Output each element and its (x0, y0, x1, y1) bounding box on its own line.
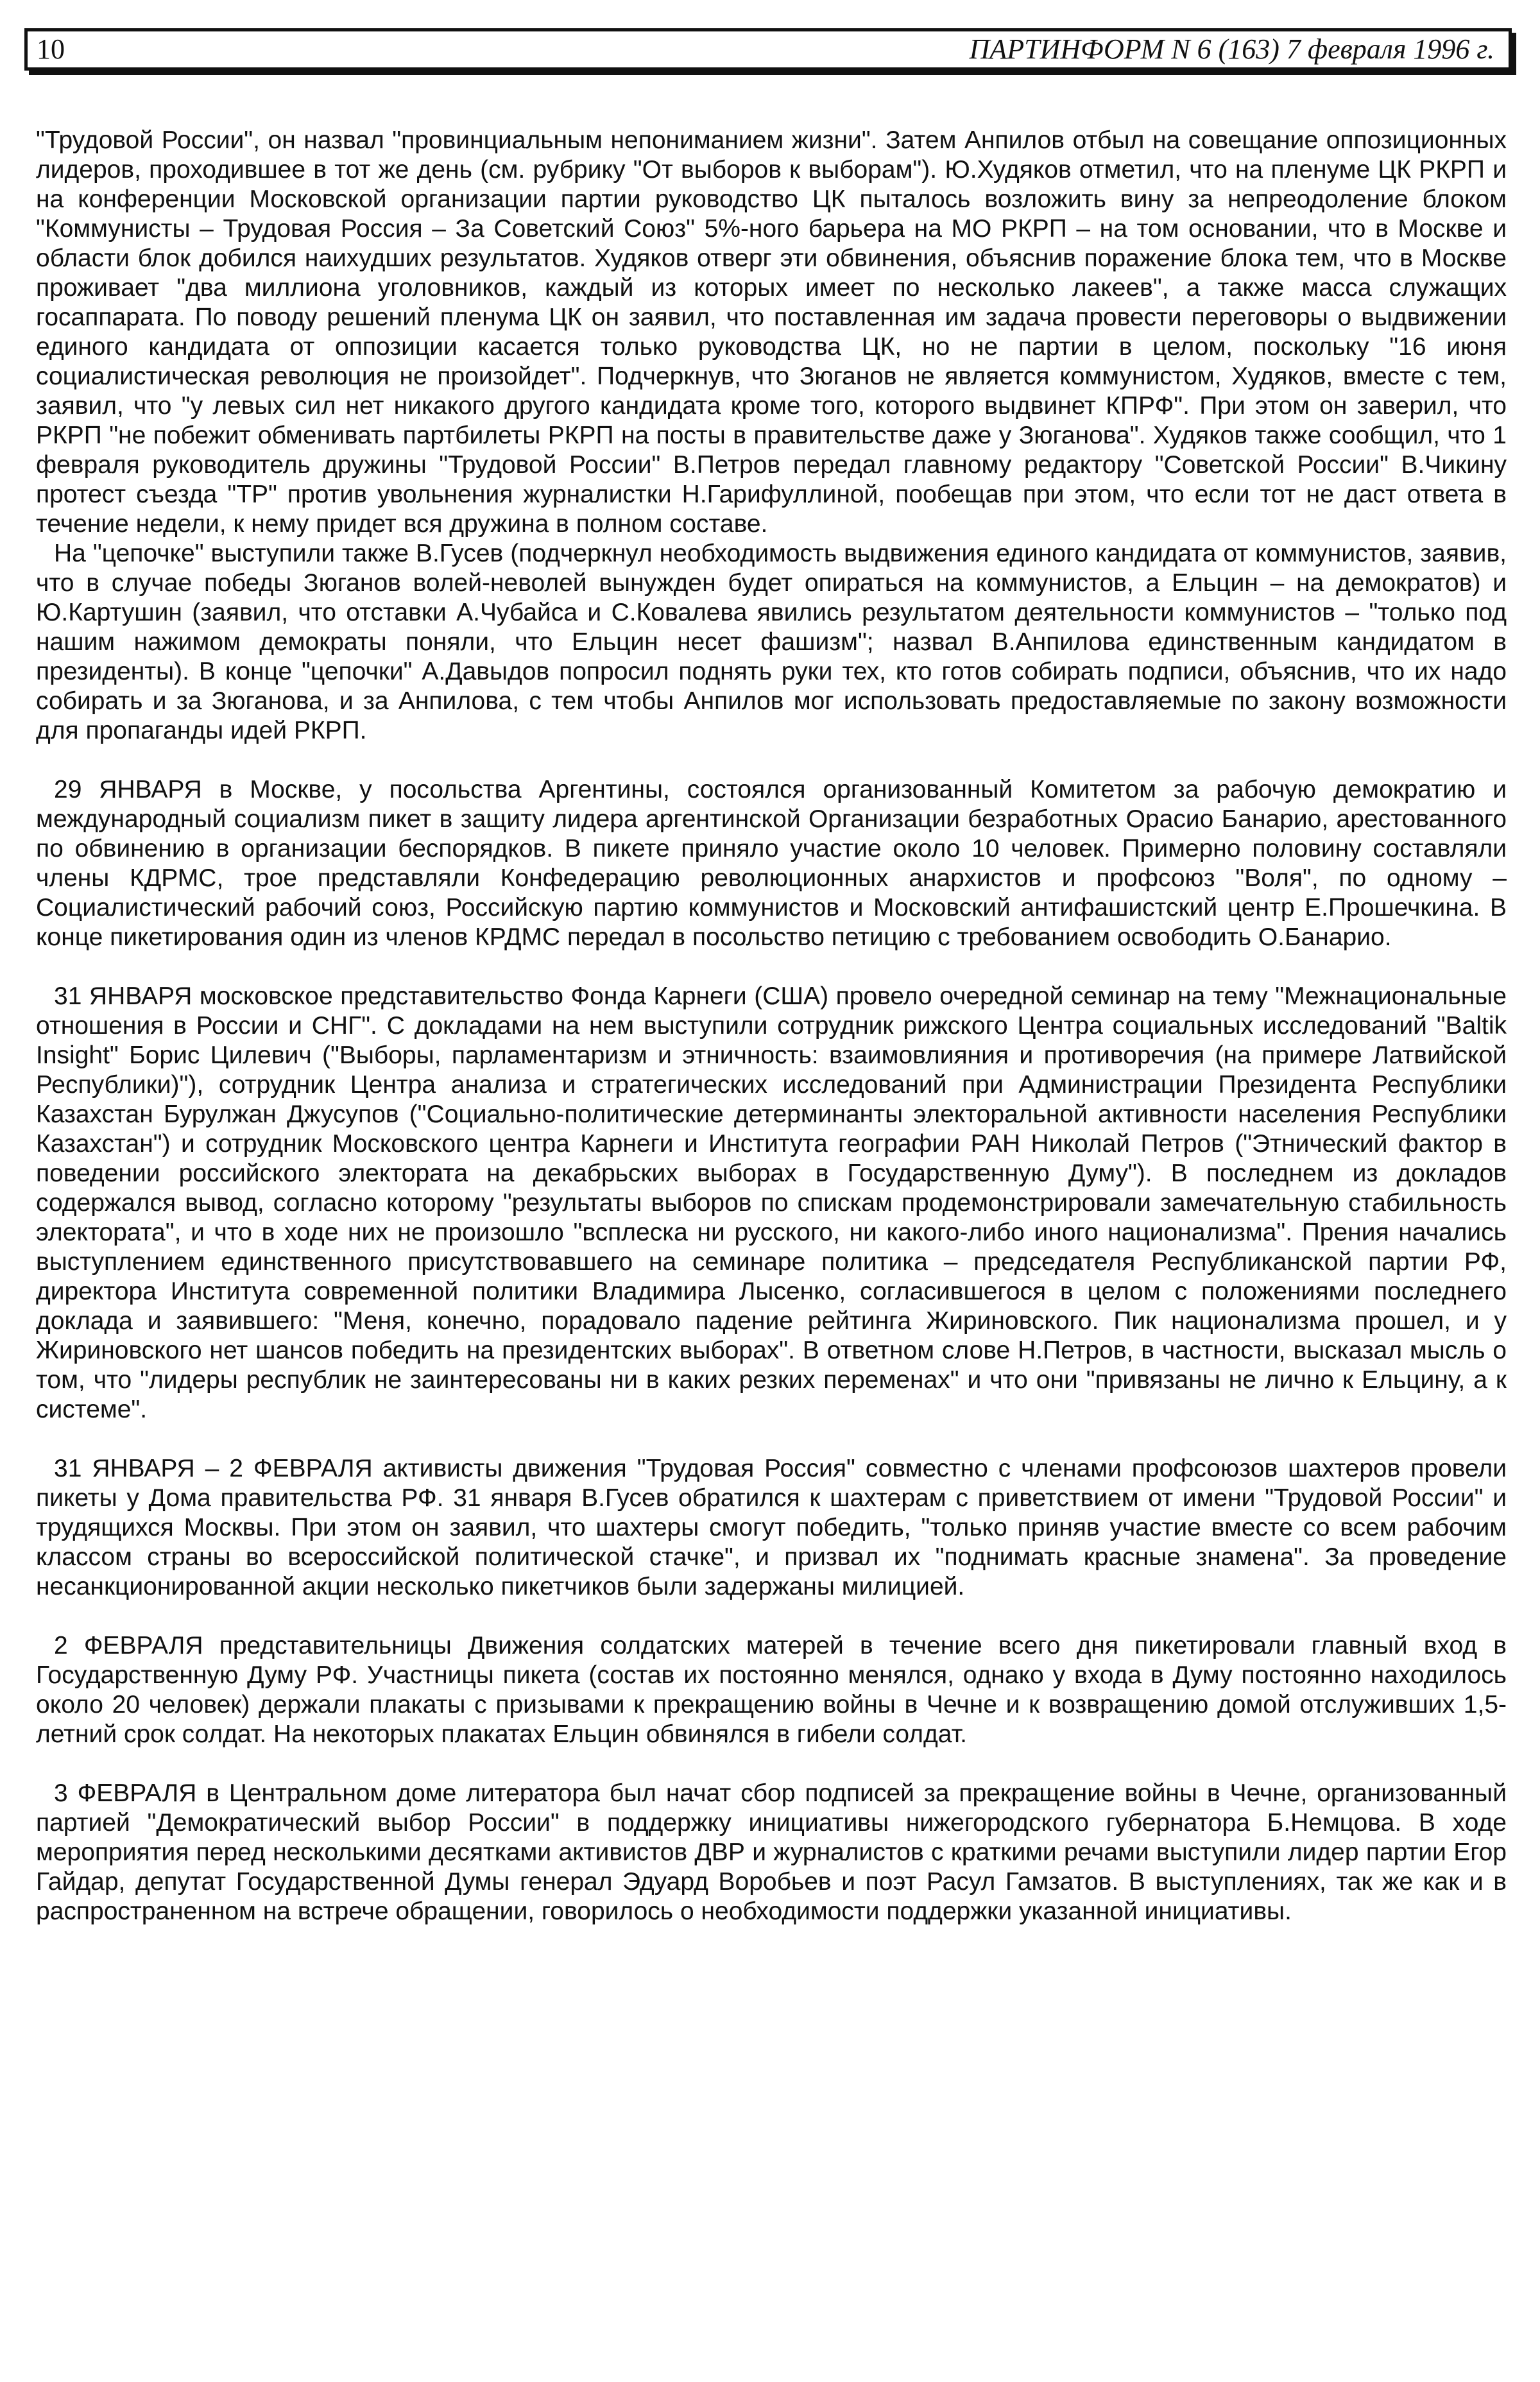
article-body (36, 126, 1507, 1926)
publication-title: ПАРТИНФОРМ N 6 (163) 7 февраля 1996 г. (969, 33, 1494, 65)
paragraph-chain-speakers: На "цепочке" выступили также В.Гусев (подчеркнул необходимость выдвижения единого кандидата от коммунистов, заявив, что в случае победы Зюганов волей-неволей вынужден будет опираться на коммунистов, а Ельцин – на демократов) и Ю.Картушин (заявил, что отставки А.Чубайса и С.Ковалева явились результатом деятельности коммунистов – "только под нашим нажимом демократы поняли, что Ельцин несет фашизм"; назвал В.Анпилова единственным кандидатом в президенты). В конце "цепочки" А.Давыдов попросил поднять руки тех, кто готов собирать подписи, объяснив, что их надо собирать и за Зюганова, и за Анпилова, с тем чтобы Анпилов мог использовать предоставляемые по закону возможности для пропаганды идей РКРП. (36, 540, 1507, 744)
paragraph-feb-3: 3 ФЕВРАЛЯ в Центральном доме литератора был начат сбор подписей за прекращение войны в Чечне, организованный партией "Демократический выбор России" в поддержку инициативы нижегородского губернатора Б.Немцова. В ходе мероприятия перед несколькими десятками активистов ДВР и журналистов с краткими речами выступили лидер партии Егор Гайдар, депутат Государственной Думы генерал Эдуард Воробьев и поэт Расул Гамзатов. В выступлениях, так же как и в распространенном на встрече обращении, говорилось о необходимости поддержки указанной инициативы. (36, 1779, 1507, 1925)
paragraph-feb-2: 2 ФЕВРАЛЯ представительницы Движения солдатских матерей в течение всего дня пикетировали главный вход в Государственную Думу РФ. Участницы пикета (состав их постоянно менялся, однако у входа в Думу постоянно находилось около 20 человек) держали плакаты с призывами к прекращению войны в Чечне и к возвращению домой отслуживших 1,5-летний срок солдат. На некоторых плакатах Ельцин обвинялся в гибели солдат. (36, 1632, 1507, 1748)
paragraph-jan-31-seminar: 31 ЯНВАРЯ московское представительство Фонда Карнеги (США) провело очередной семинар на тему "Межнациональные отношения в России и СНГ". С докладами на нем выступили сотрудник рижского Центра социальных исследований "Baltik Insight" Борис Цилевич ("Выборы, парламентаризм и этничность: взаимовлияния и противоречия (на примере Латвийской Республики)"), сотрудник Центра анализа и стратегических исследований при Администрации Президента Республики Казахстан Бурулжан Джусупов ("Социально-политические детерминанты электоральной активности населения Республики Казахстан") и сотрудник Московского центра Карнеги и Института географии РАН Николай Петров ("Этнический фактор в поведении российского электората на декабрьских выборах в Государственную Думу"). В последнем из докладов содержался вывод, согласно которому "результаты выборов по спискам продемонстрировали замечательную стабильность электората", и что в ходе них не произошло "всплеска ни русского, ни какого-либо иного национализма". Прения начались выступлением единственного присутствовавшего на семинаре политика – председателя Республиканской партии РФ, директора Института современной политики Владимира Лысенко, согласившегося в целом с положениями последнего доклада и заявившего: "Меня, конечно, порадовало падение рейтинга Жириновского. Пик национализма прошел, и у Жириновского нет шансов победить на президентских выборах". В ответном слове Н.Петров, в частности, высказал мысль о том, что "лидеры республик не заинтересованы ни в каких резких переменах" и что они "привязаны не лично к Ельцину, а к системе". (36, 982, 1507, 1423)
page-number: 10 (37, 33, 65, 65)
paragraph-jan-29: 29 ЯНВАРЯ в Москве, у посольства Аргентины, состоялся организованный Комитетом за рабочую демократию и международный социализм пикет в защиту лидера аргентинской Организации безработных Орасио Банарио, арестованного по обвинению в организации беспорядков. В пикете приняло участие около 10 человек. Примерно половину составляли члены КДРМС, трое представляли Конфедерацию революционных анархистов и профсоюз "Воля", по одному – Социалистический рабочий союз, Российскую партию коммунистов и Московский антифашистский центр Е.Прошечкина. В конце пикетирования один из членов КРДМС передал в посольство петицию с требованием освободить О.Банарио. (36, 776, 1507, 951)
paragraph-continuation: "Трудовой России", он назвал "провинциальным непониманием жизни". Затем Анпилов отбыл на совещание оппозиционных лидеров, проходившее в тот же день (см. рубрику "От выборов к выборам"). Ю.Худяков отметил, что на пленуме ЦК РКРП и на конференции Московской организации партии руководство ЦК пыталось возложить вину за непреодоление блоком "Коммунисты – Трудовая Россия – За Советский Союз" 5%-ного барьера на МО РКРП – на том основании, что в Москве и области блок добился наихудших результатов. Худяков отверг эти обвинения, объяснив поражение блока тем, что в Москве проживает "два миллиона уголовников, каждый из которых имеет по несколько лакеев", а также масса служащих госаппарата. По поводу решений пленума ЦК он заявил, что поставленная им задача провести переговоры о выдвижении единого кандидата от оппозиции касается только руководства ЦК, но не партии в целом, поскольку "16 июня социалистическая революция не произойдет". Подчеркнув, что Зюганов не является коммунистом, Худяков, вместе с тем, заявил, что "у левых сил нет никакого другого кандидата кроме того, которого выдвинет КПРФ". При этом он заверил, что РКРП "не побежит обменивать партбилеты РКРП на посты в правительстве даже у Зюганова". Худяков также сообщил, что 1 февраля руководитель дружины "Трудовой России" В.Петров передал главному редактору "Советской России" В.Чикину протест съезда "ТР" против увольнения журналистки Н.Гарифуллиной, пообещав при этом, что если тот не даст ответа в течение недели, к нему придет вся дружина в полном составе. (36, 126, 1507, 538)
page-header (24, 28, 1512, 71)
paragraph-jan-31-feb-2: 31 ЯНВАРЯ – 2 ФЕВРАЛЯ активисты движения "Трудовая Россия" совместно с членами профсоюзов шахтеров провели пикеты у Дома правительства РФ. 31 января В.Гусев обратился к шахтерам с приветствием от имени "Трудовой России" и трудящихся Москвы. При этом он заявил, что шахтеры смогут победить, "только приняв участие вместе со всем рабочим классом страны во всероссийской политической стачке", и призвал их "поднимать красные знамена". За проведение несанкционированной акции несколько пикетчиков были задержаны милицией. (36, 1455, 1507, 1600)
